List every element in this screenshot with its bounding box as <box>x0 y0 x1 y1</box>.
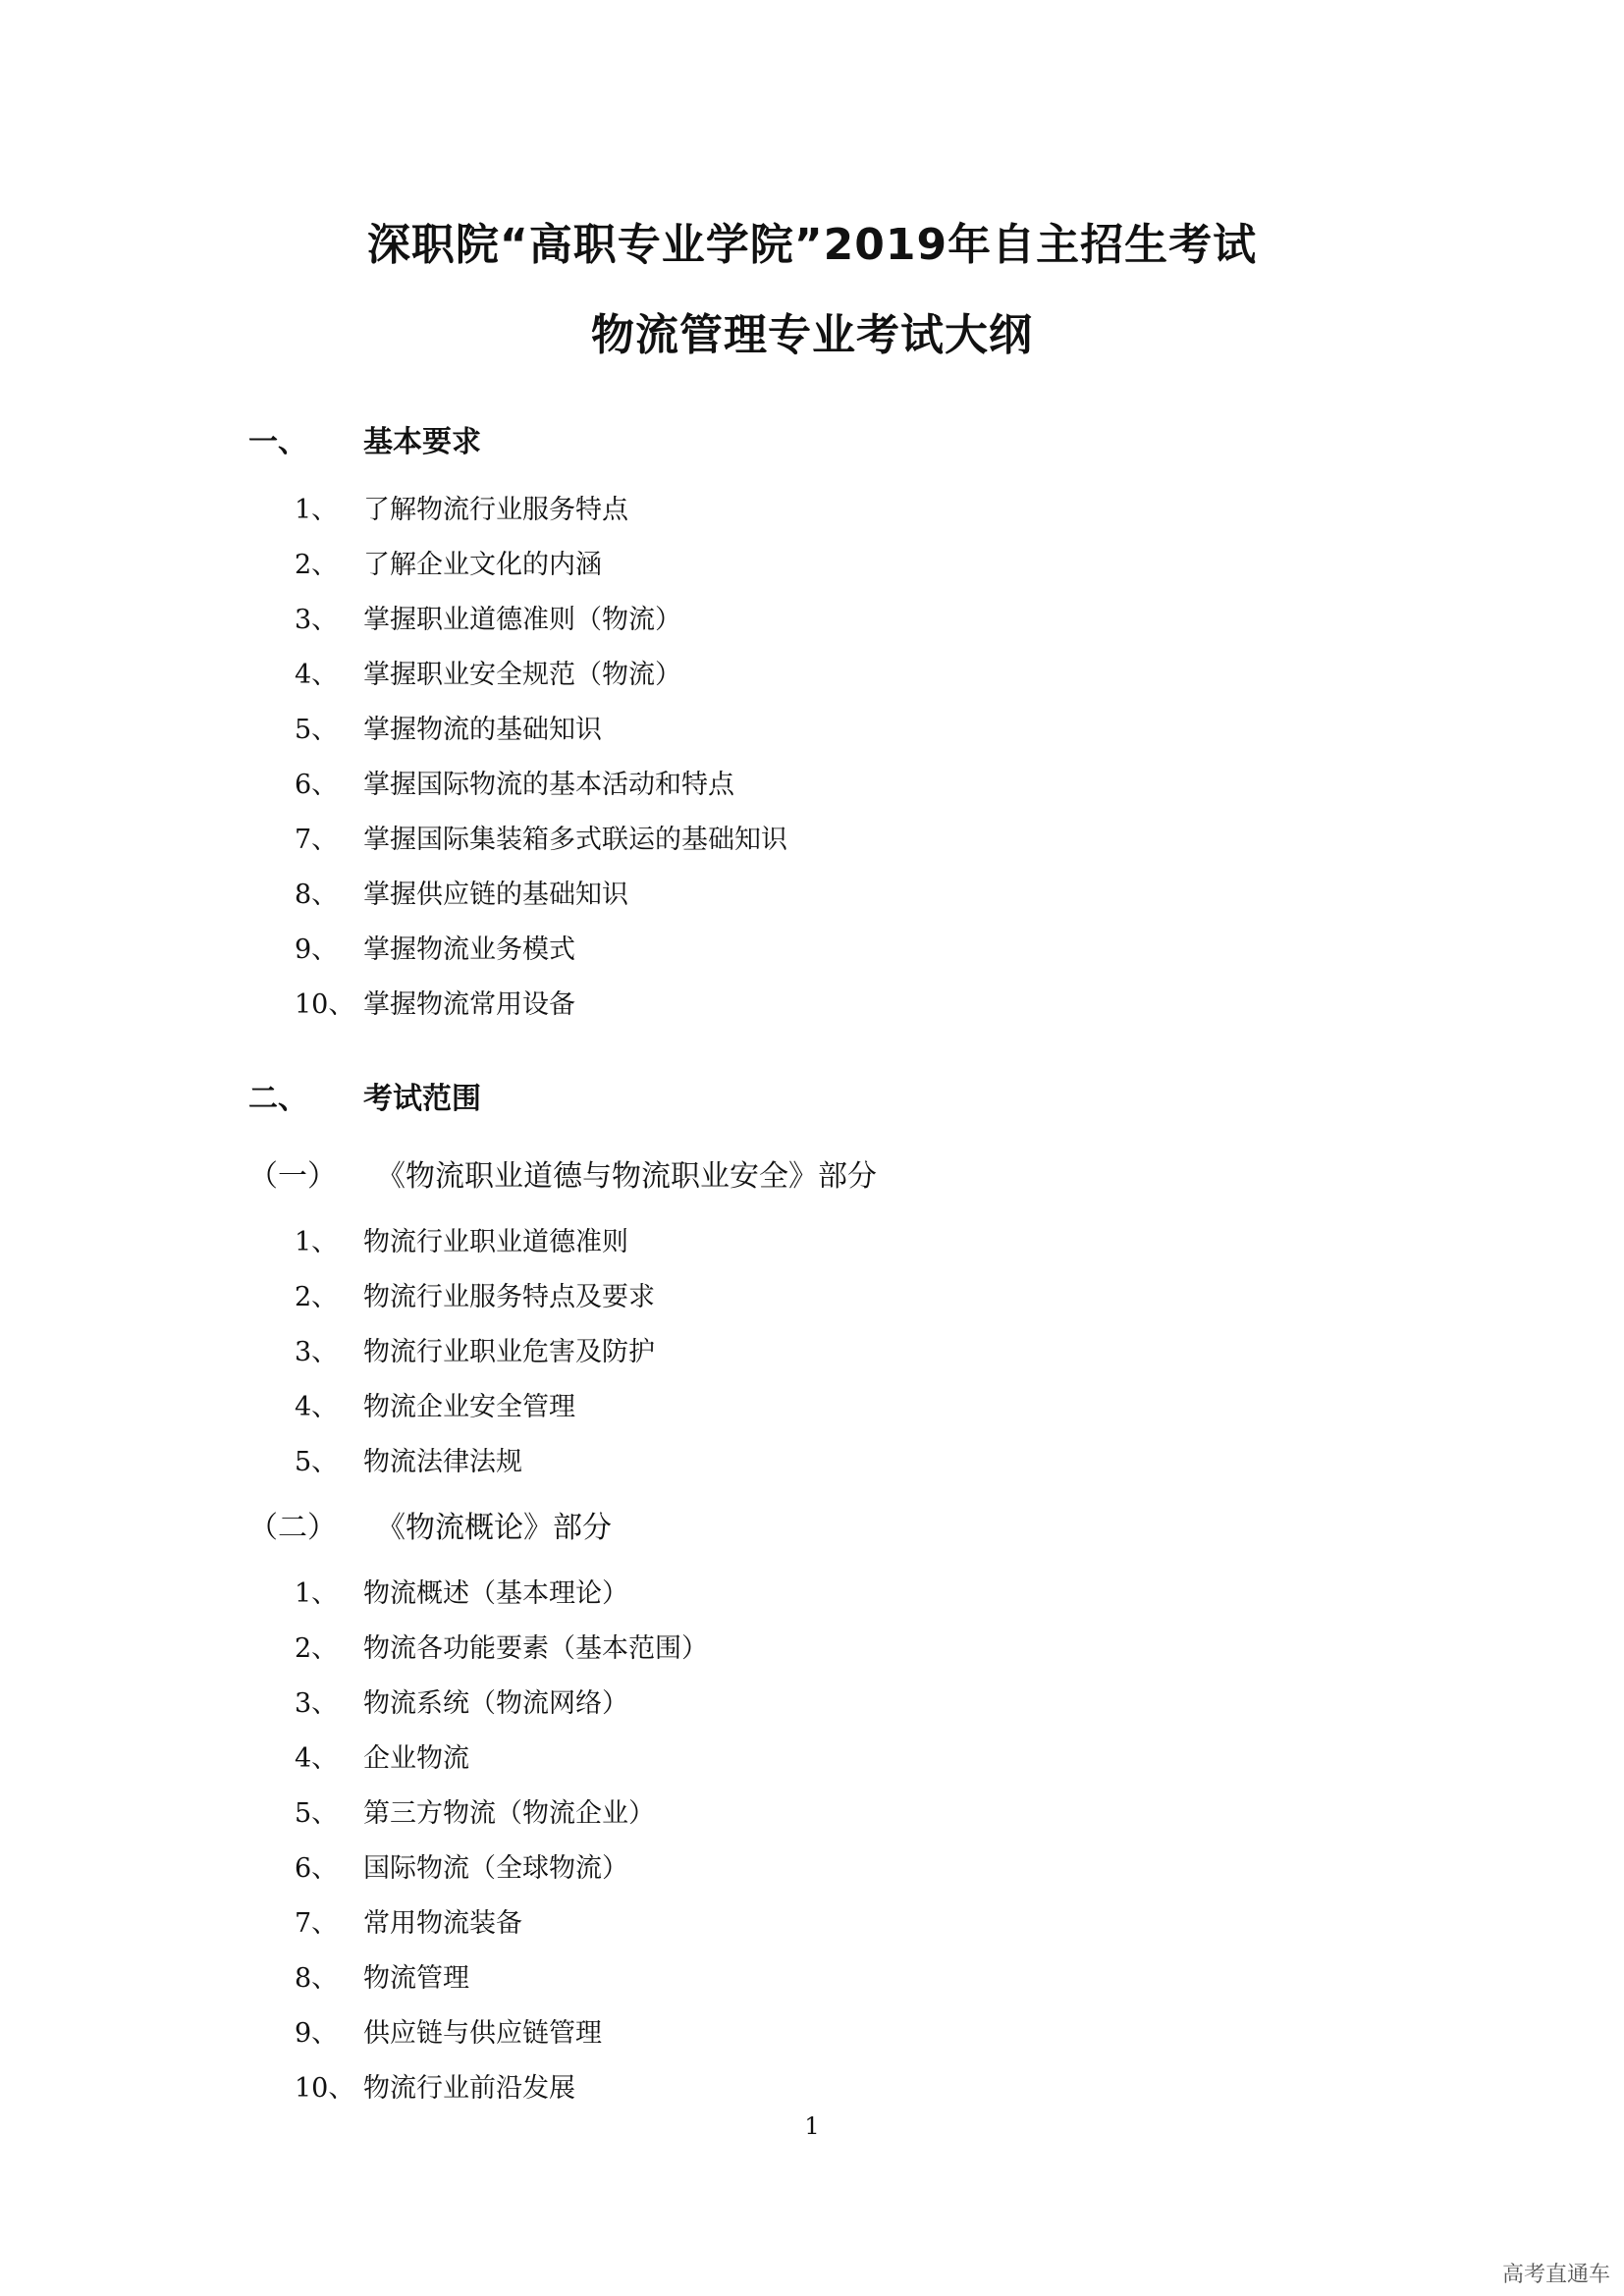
list-item-number: 4、 <box>295 660 339 690</box>
list-item: 供应链与供应链管理 <box>363 2018 602 2049</box>
section-number: 二、 <box>248 1082 307 1116</box>
list-item-number: 10、 <box>295 989 355 1020</box>
document-title: 深职院“高职专业学院”2019年自主招生考试 <box>366 220 1258 270</box>
list-item-number: 4、 <box>295 1743 339 1774</box>
list-item-number: 2、 <box>295 1633 339 1664</box>
list-item-number: 1、 <box>295 495 339 525</box>
list-item: 第三方物流（物流企业） <box>363 1798 655 1829</box>
list-item: 了解企业文化的内涵 <box>363 550 602 580</box>
list-item: 掌握物流常用设备 <box>363 989 575 1020</box>
list-item-number: 3、 <box>295 1688 339 1719</box>
list-item-number: 1、 <box>295 1227 339 1257</box>
list-item: 掌握职业安全规范（物流） <box>363 660 681 690</box>
list-item: 物流行业职业道德准则 <box>363 1227 628 1257</box>
list-item-number: 3、 <box>295 1337 339 1367</box>
subsection-number: （二） <box>248 1511 337 1545</box>
list-item: 物流管理 <box>363 1963 469 1994</box>
list-item-number: 7、 <box>295 825 339 855</box>
page-number: 1 <box>804 2112 820 2140</box>
list-item: 物流企业安全管理 <box>363 1392 575 1422</box>
section-title: 基本要求 <box>363 425 481 459</box>
list-item: 掌握供应链的基础知识 <box>363 880 628 910</box>
list-item-number: 3、 <box>295 605 339 635</box>
list-item-number: 5、 <box>295 1447 339 1477</box>
list-item: 物流系统（物流网络） <box>363 1688 628 1719</box>
list-item: 物流行业服务特点及要求 <box>363 1282 655 1312</box>
document-subtitle: 物流管理专业考试大纲 <box>591 310 1033 360</box>
section-number: 一、 <box>248 425 307 459</box>
list-item-number: 9、 <box>295 2018 339 2049</box>
list-item: 掌握国际集装箱多式联运的基础知识 <box>363 825 787 855</box>
list-item: 物流各功能要素（基本范围） <box>363 1633 708 1664</box>
list-item-number: 6、 <box>295 1853 339 1884</box>
list-item-number: 1、 <box>295 1578 339 1609</box>
list-item-number: 6、 <box>295 770 339 800</box>
list-item-number: 8、 <box>295 880 339 910</box>
section-title: 考试范围 <box>363 1082 481 1116</box>
list-item-number: 8、 <box>295 1963 339 1994</box>
list-item-number: 10、 <box>295 2073 355 2104</box>
list-item-number: 2、 <box>295 1282 339 1312</box>
list-item: 物流概述（基本理论） <box>363 1578 628 1609</box>
list-item: 常用物流装备 <box>363 1908 522 1939</box>
list-item-number: 4、 <box>295 1392 339 1422</box>
list-item-number: 5、 <box>295 1798 339 1829</box>
list-item-number: 5、 <box>295 715 339 745</box>
list-item: 掌握物流业务模式 <box>363 934 575 965</box>
watermark: 高考直通车 <box>1501 2263 1610 2287</box>
list-item: 物流行业前沿发展 <box>363 2073 575 2104</box>
list-item: 企业物流 <box>363 1743 469 1774</box>
list-item-number: 9、 <box>295 934 339 965</box>
list-item: 掌握职业道德准则（物流） <box>363 605 681 635</box>
subsection-title: 《物流概论》部分 <box>376 1511 612 1545</box>
subsection-number: （一） <box>248 1159 337 1194</box>
list-item-number: 2、 <box>295 550 339 580</box>
list-item: 国际物流（全球物流） <box>363 1853 628 1884</box>
list-item-number: 7、 <box>295 1908 339 1939</box>
list-item: 掌握国际物流的基本活动和特点 <box>363 770 734 800</box>
list-item: 掌握物流的基础知识 <box>363 715 602 745</box>
list-item: 物流法律法规 <box>363 1447 522 1477</box>
subsection-title: 《物流职业道德与物流职业安全》部分 <box>376 1159 877 1194</box>
list-item: 物流行业职业危害及防护 <box>363 1337 655 1367</box>
list-item: 了解物流行业服务特点 <box>363 495 628 525</box>
